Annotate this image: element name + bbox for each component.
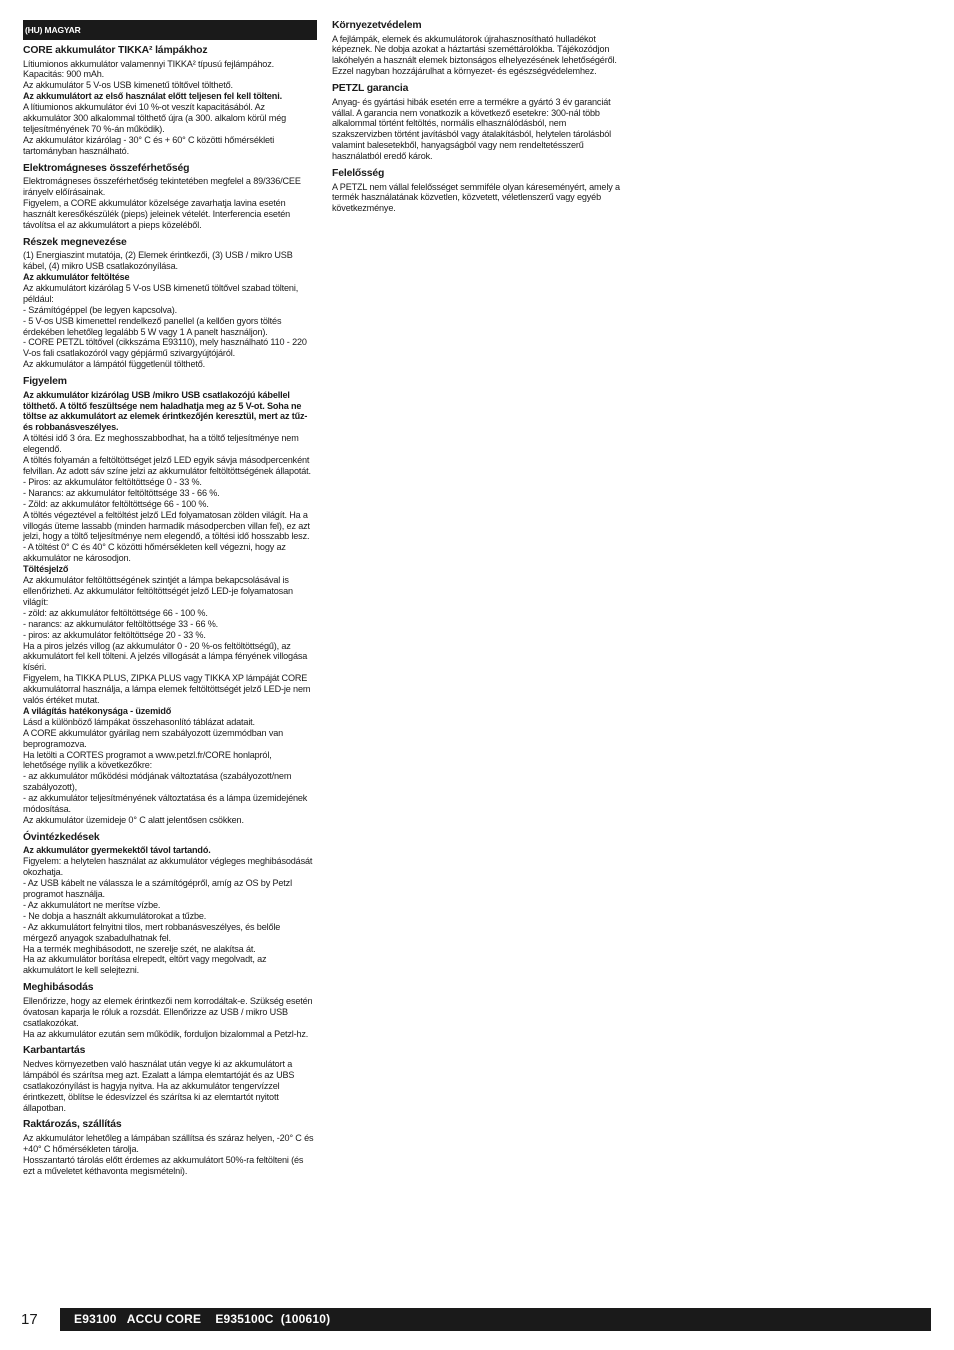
paragraph: A fejlámpák, elemek és akkumulátorok újrahasznosítható hulladékot képeznek. Ne dobja azokat a háztartási szeméttárolókba. Tájékozódjon lakóhelyén a használt elemek biztonságos elhelyezésének lehetőségéről. Ezzel nagyban hozzájárulhat a környezet- és egészségvédelemhez. xyxy=(332,33,617,77)
bold-paragraph: A világítás hatékonysága - üzemidő xyxy=(23,705,172,716)
product-code-bar: E93100 ACCU CORE E935100C (100610) xyxy=(60,1308,931,1331)
paragraph: (1) Energiaszint mutatója, (2) Elemek érintkezői, (3) USB / mikro USB kábel, (4) mikro USB csatlakozónyílása. xyxy=(23,250,293,272)
section xyxy=(23,163,315,231)
paragraph: Anyag- és gyártási hibák esetén erre a termékre a gyártó 3 év garanciát vállal. A garancia nem vonatkozik a következő esetekre: 300-nál több alkalommal történt feltöltés, normális elhasználódásból, nem szakszervizben történt javításból vagy átalakításból, helytelen tárolásból valamint balesetekből, hanyagságból vagy nem rendeltetésszerű használatból eredő károk. xyxy=(332,96,612,162)
paragraph: A PETZL nem vállal felelősséget semmiféle olyan káreseményért, amely a termék használatának közvetlen, közvetett, véletlenszerű vagy egyéb következménye. xyxy=(332,181,620,214)
bold-paragraph: Az akkumulátort az első használat előtt teljesen fel kell tölteni. xyxy=(23,91,282,102)
section-heading: Meghibásodás xyxy=(23,982,94,994)
paragraph: Az akkumulátor feltöltöttségének szintjét a lámpa bekapcsolásával is ellenőrizheti. Az akkumulátor feltöltöttségét jelző LED-je folyamatosan világít: - zöld: az akkumulátor feltöltöttsége 66 - 100 %. - narancs: az akkumulátor feltöltöttsége 33 - 66 %. - piros: az akkumulátor feltöltöttsége 20 - 33 %. Ha a piros jelzés villog (az akkumulátor 0 - 20 %-os feltöltöttségű), az akkumulátort fel kell tölteni. A jelzés villogását a lámpa fényének villogása kíséri. Figyelem, ha TIKKA PLUS, ZIPKA PLUS vagy TIKKA XP lámpáját CORE akkumulátorral használja, a lámpa elemek feltöltöttségét jelző LED-je nem valós értéket mutat. xyxy=(23,575,311,706)
section-heading: CORE akkumulátor TIKKA² lámpákhoz xyxy=(23,45,208,56)
section-heading: Raktározás, szállítás xyxy=(23,1119,122,1131)
bold-paragraph: Az akkumulátor feltöltése xyxy=(23,272,130,282)
section xyxy=(332,168,624,214)
section xyxy=(23,832,315,976)
paragraph: A lítiumionos akkumulátor évi 10 %-ot veszít kapacitásából. Az akkumulátor 300 alkalommal tölthető újra (a 300. alkalom körül még teljesítményének 70 %-án működik). Az akkumulátor kizárólag - 30° C és + 60° C közötti hőmérsékleti tartományban használható. xyxy=(23,102,287,156)
section-heading: Óvintézkedések xyxy=(23,831,100,843)
section-heading: Felelősség xyxy=(332,168,385,180)
paragraph: Az akkumulátor lehetőleg a lámpában szállítsa és száraz helyen, -20° C és +40° C hőmérsékleten tárolja. Hosszantartó tárolás előtt érdemes az akkumulátort 50%-ra feltölteni (és ezt a műveletet kéthavonta megismételni). xyxy=(23,1132,314,1176)
section-heading: Elektromágneses összeférhetőség xyxy=(23,162,190,174)
paragraph: Ellenőrizze, hogy az elemek érintkezői nem korrodáltak-e. Szükség esetén óvatosan kaparja le róluk a rozsdát. Ellenőrizze az USB / mikro USB csatlakozókat. Ha az akkumulátor ezután sem működik, forduljon bizalommal a Petzl-hz. xyxy=(23,995,313,1039)
paragraph: Figyelem: a helytelen használat az akkumulátor végleges meghibásodását okozhatja. - Az USB kábelt ne válassza le a számítógépről, amíg az OS by Petzl programot használja. - Az akkumulátort ne merítse vízbe. - Ne dobja a használt akkumulátorokat a tűzbe. - Az akkumulátort felnyitni tilos, mert robbanásveszélyes, és belőle mérgező anyagok szabadulhatnak fel. Ha a termék meghibásodott, ne szerelje szét, ne alakítsa át. Ha az akkumulátor borítása elrepedt, eltört vagy megolvadt, az akkumulátort le kell selejtezni. xyxy=(23,856,313,976)
section-heading: Környezetvédelem xyxy=(332,20,422,31)
section-heading: Karbantartás xyxy=(23,1045,86,1057)
left-sections xyxy=(23,45,315,1177)
bold-paragraph: Töltésjelző xyxy=(23,564,69,575)
bold-paragraph: Az akkumulátor gyermekektől távol tartandó. xyxy=(23,845,211,856)
paragraph: Lásd a különböző lámpákat összehasonlító táblázat adatait. A CORE akkumulátor gyárilag nem szabályozott üzemmódban van beprogramozva. Ha letölti a CORTES programot a www.petzl.fr/CORE honlapról, lehetősége nyílik a következőkre: - az akkumulátor működési módjának változtatása (szabályozott/nem szabályozott), - az akkumulátor teljesítményének változtatása és a lámpa üzemidejének módosítása. Az akkumulátor üzemideje 0° C alatt jelentősen csökken. xyxy=(23,716,308,825)
language-label: (HU) MAGYAR xyxy=(23,20,317,40)
section xyxy=(332,83,624,162)
paragraph: Nedves környezetben való használat után vegye ki az akkumulátort a lámpából és szárítsa meg azt. Ezalatt a lámpa elemtartóját és az UBS csatlakozónyílást is hagyja nyitva. Ha az akkumulátor tengervízzel érintkezett, öblítse le édesvízzel és szárítsa ki az elemtartót nyitott állapotban. xyxy=(23,1058,295,1113)
section xyxy=(23,1045,315,1113)
page-footer xyxy=(15,1308,931,1331)
paragraph: A töltési idő 3 óra. Ez meghosszabbodhat, ha a töltő teljesítménye nem elegendő. A töltés folyamán a feltöltöttséget jelző LED egyik sávja másodpercenként felvillan. Az adott sáv színe jelzi az akkumulátor feltöltöttségének állapotát. - Piros: az akkumulátor feltöltöttsége 0 - 33 %. - Narancs: az akkumulátor feltöltöttsége 33 - 66 %. - Zöld: az akkumulátor feltöltöttsége 66 - 100 %. A töltés végeztével a feltöltést jelző LEd folyamatosan zölden világít. Ha a villogás üteme lassabb (minden harmadik másodpercben villan fel), ez azt jelzi, hogy a töltő teljesítménye nem elegendő, a töltési idő hosszabb lesz. - A töltést 0° C és 40° C közötti hőmérsékleten kell végezni, hogy az akkumulátor ne károsodjon. xyxy=(23,433,311,564)
section xyxy=(23,1119,315,1176)
left-column xyxy=(23,20,315,1183)
paragraph: Lítiumionos akkumulátor valamennyi TIKKA² típusú fejlámpához. Kapacitás: 900 mAh. Az akkumulátor 5 V-os USB kimenetű töltővel tölthető. xyxy=(23,58,274,91)
right-column xyxy=(332,20,624,220)
right-sections xyxy=(332,20,624,214)
section xyxy=(23,45,315,157)
paragraph: Az akkumulátort kizárólag 5 V-os USB kimenetű töltővel szabad tölteni, például: - Számítógéppel (be legyen kapcsolva). - 5 V-os USB kimenettel rendelkező panellel (a kellően gyors töltés érdekében lehetőleg legalább 5 W vagy 1 A panelt használjon). - CORE PETZL töltővel (cikkszáma E93110), mely használható 110 - 220 V-os fali csatlakozóról vagy gépjármű szivargyújtójáról. Az akkumulátor a lámpától függetlenül tölthető. xyxy=(23,282,307,370)
bold-paragraph: Az akkumulátor kizárólag USB /mikro USB csatlakozójú kábellel tölthető. A töltő feszültsége nem haladhatja meg az 5 V-ot. Soha ne töltse az akkumulátort az elemek érintkezőjén keresztül, mert az tűz- és robbanásveszélyes. xyxy=(23,389,308,433)
section xyxy=(332,20,624,77)
section xyxy=(23,237,315,370)
section-heading: PETZL garancia xyxy=(332,83,409,95)
page-number: 17 xyxy=(21,1311,38,1328)
section xyxy=(23,376,315,826)
section-heading: Figyelem xyxy=(23,376,67,388)
section xyxy=(23,982,315,1039)
paragraph: Elektromágneses összeférhetőség tekintetében megfelel a 89/336/CEE irányelv előírásainak. Figyelem, a CORE akkumulátor közelsége zavarhatja lavina esetén használt keresőkészülék (pieps) jeleinek vételét. Interferencia esetén távolítsa el az akkumulátort a pieps közeléből. xyxy=(23,176,301,230)
section-heading: Részek megnevezése xyxy=(23,236,127,248)
